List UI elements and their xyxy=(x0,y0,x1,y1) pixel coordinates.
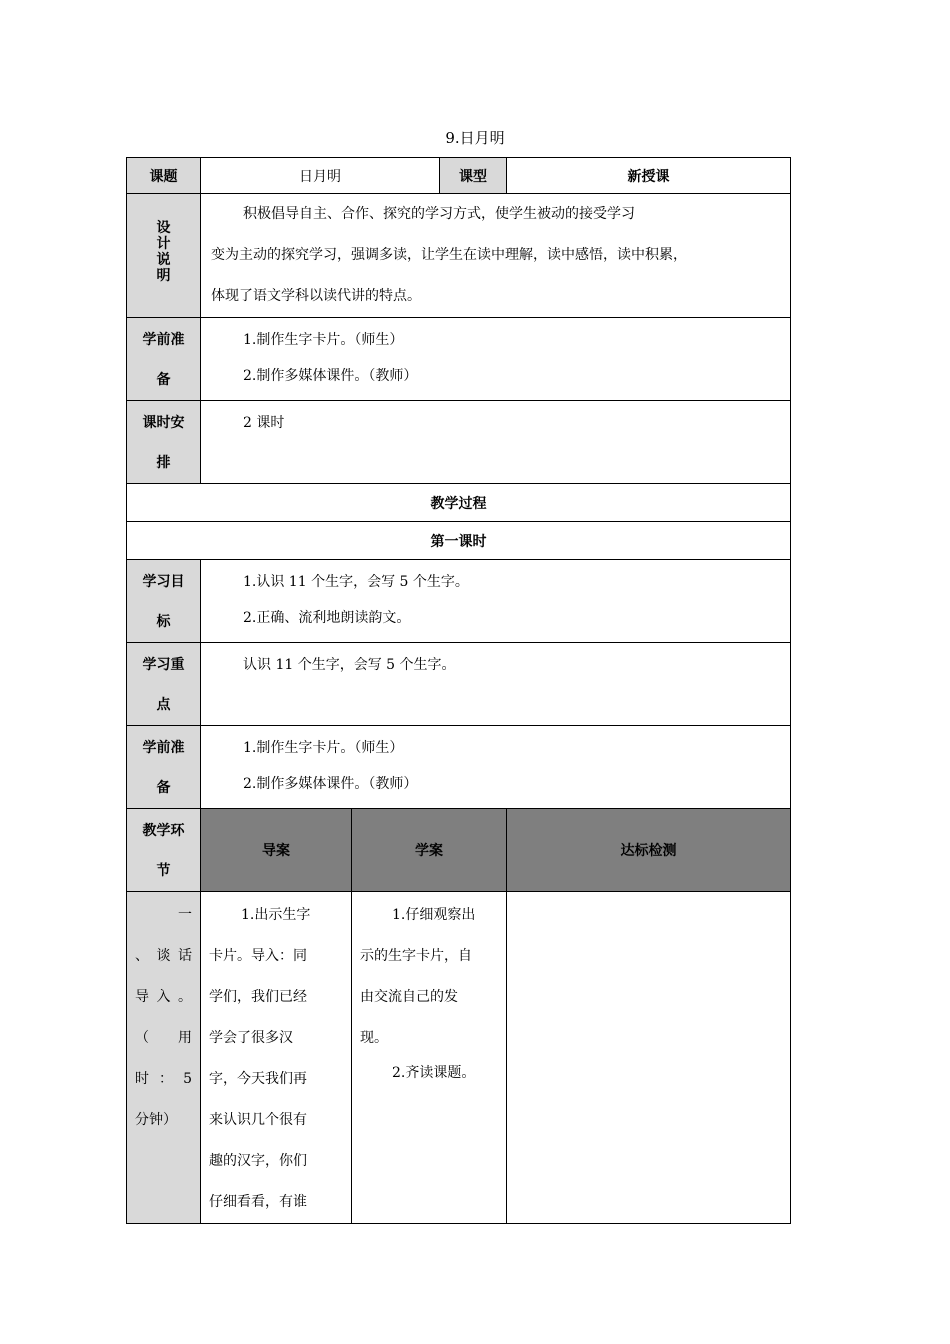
process-title: 教学过程 xyxy=(127,484,791,522)
schedule-label-line: 课时安 xyxy=(142,415,185,431)
prep-row-2 xyxy=(127,726,791,809)
design-line: 变为主动的探究学习，强调多读，让学生在读中理解，读中感悟，读中积累， xyxy=(211,247,687,263)
guide-line: 卡片。导入：同 xyxy=(209,948,307,964)
lesson-title: 第一课时 xyxy=(127,522,791,560)
step-side-line: 、谈话 xyxy=(135,948,192,964)
prep-items-2 xyxy=(201,726,791,809)
prep-label-2 xyxy=(127,726,201,809)
check-header: 达标检测 xyxy=(507,809,791,892)
check-cell xyxy=(507,892,791,1224)
key-points-cell xyxy=(201,643,791,726)
prep-label xyxy=(127,318,201,401)
lesson-title-row xyxy=(127,522,791,560)
prep-item: 2.制作多媒体课件。（教师） xyxy=(243,776,418,792)
design-text xyxy=(201,194,791,318)
step-side-line: 分钟） xyxy=(135,1112,177,1128)
study-line: 示的生字卡片，自 xyxy=(360,948,472,964)
design-label-cell xyxy=(127,194,201,318)
lesson-plan-table xyxy=(126,157,791,1224)
prep-item: 1.制作生字卡片。（师生） xyxy=(243,332,404,348)
step-side-line: （ 用 xyxy=(135,1030,192,1046)
goals-label xyxy=(127,560,201,643)
guide-line: 学会了很多汉 xyxy=(209,1030,293,1046)
step-side-line: 导入。 xyxy=(135,989,192,1005)
steps-label-line: 节 xyxy=(156,863,171,879)
design-row xyxy=(127,194,791,318)
process-title-row xyxy=(127,484,791,522)
study-line: 2.齐读课题。 xyxy=(392,1065,476,1081)
step-side-line: 时 ： 5 xyxy=(135,1071,192,1087)
guide-line: 来认识几个很有 xyxy=(209,1112,307,1128)
header-row xyxy=(127,158,791,194)
key-points-label-line: 点 xyxy=(156,697,171,713)
key-points-value: 认识 11 个生字，会写 5 个生字。 xyxy=(243,657,456,673)
goal-item: 2.正确、流利地朗读韵文。 xyxy=(243,610,411,626)
schedule-row xyxy=(127,401,791,484)
prep-label-line: 学前准 xyxy=(142,332,185,348)
steps-label-line: 教学环 xyxy=(142,823,185,839)
document-title: 9.日月明 xyxy=(445,129,505,147)
prep-label-line: 学前准 xyxy=(142,740,185,756)
design-line: 体现了语文学科以读代讲的特点。 xyxy=(211,288,421,304)
steps-label xyxy=(127,809,201,892)
guide-line: 仔细看看，有谁 xyxy=(209,1194,307,1210)
guide-line: 1.出示生字 xyxy=(241,907,311,923)
step-side-cell xyxy=(127,892,201,1224)
goals-items xyxy=(201,560,791,643)
goals-label-line: 学习目 xyxy=(142,574,185,590)
steps-header-row xyxy=(127,809,791,892)
topic-value: 日月明 xyxy=(201,158,440,194)
study-cell xyxy=(352,892,507,1224)
key-points-label xyxy=(127,643,201,726)
guide-line: 学们，我们已经 xyxy=(209,989,307,1005)
prep-item: 2.制作多媒体课件。（教师） xyxy=(243,368,418,384)
design-line: 积极倡导自主、合作、探究的学习方式，使学生被动的接受学习 xyxy=(243,206,635,222)
design-label: 设计说明 xyxy=(156,220,171,284)
schedule-value-cell xyxy=(201,401,791,484)
type-value: 新授课 xyxy=(507,158,791,194)
schedule-value: 2 课时 xyxy=(243,415,285,431)
prep-items xyxy=(201,318,791,401)
goal-item: 1.认识 11 个生字，会写 5 个生字。 xyxy=(243,574,469,590)
prep-label-line: 备 xyxy=(156,780,171,796)
schedule-label xyxy=(127,401,201,484)
prep-row xyxy=(127,318,791,401)
schedule-label-line: 排 xyxy=(156,455,171,471)
step-row xyxy=(127,892,791,1224)
study-line: 由交流自己的发 xyxy=(360,989,458,1005)
topic-label: 课题 xyxy=(127,158,201,194)
step-side-line: 一 xyxy=(178,907,192,923)
type-label: 课型 xyxy=(440,158,507,194)
goals-row xyxy=(127,560,791,643)
study-header: 学案 xyxy=(352,809,507,892)
prep-item: 1.制作生字卡片。（师生） xyxy=(243,740,404,756)
step-side xyxy=(127,892,200,1141)
goals-label-line: 标 xyxy=(156,614,171,630)
prep-label-line: 备 xyxy=(156,372,171,388)
key-points-label-line: 学习重 xyxy=(142,657,185,673)
study-line: 1.仔细观察出 xyxy=(392,907,476,923)
key-points-row xyxy=(127,643,791,726)
guide-cell xyxy=(201,892,352,1224)
guide-header: 导案 xyxy=(201,809,352,892)
study-line: 现。 xyxy=(360,1030,388,1046)
guide-line: 字，今天我们再 xyxy=(209,1071,307,1087)
guide-line: 趣的汉字，你们 xyxy=(209,1153,307,1169)
